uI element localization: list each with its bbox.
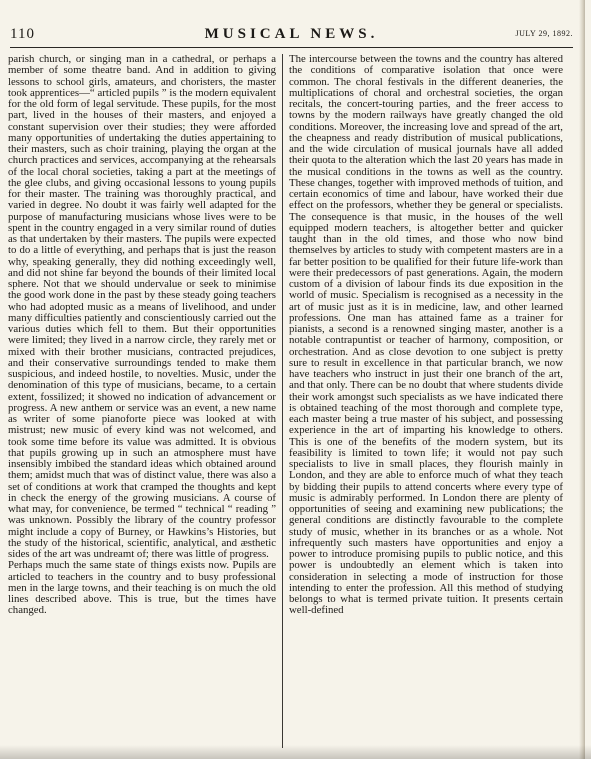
right-paragraph-1: The intercourse between the towns and the country has altered the conditions of comparative isolation that once were common. The choral festivals in the different deaneries, the multiplications of choral and orchestral societies, the organ recitals, the concert-touring parties, and the freer access to towns by the modern railways have greatly changed the old conditions. Moreover, the increasing love and spread of the art, the cheapness and ready distribution of musical publications, and the wide circulation of musical journals have all added their quota to the alteration which the last 20 years has made in the musical conditions in the towns as well as the country. These changes, together with improved methods of tuition, and certain economics of time and labour, have worked their due effect on the professors, whether they be general or specialists. The consequence is that music, in the houses of the well equipped modern teachers, is altogether better and quicker taught than in the old times, and those who now bind themselves by articles to study with competent masters are in a far better position to be qualified for their future life-work than were their predecessors of past generations. Again, the modern custom of a division of labour finds its due exposition in the world of music. Specialism is recognised as a necessity in the art of music just as it is in medicine, law, and other learned professions. One man has attained fame as a trainer for pianists, a second is a renowned singing master, another is a notable contrapuntist or teacher of harmony, composition, or orchestration. And as close devotion to one subject is pretty sure to result in excellence in that particular branch, we now have teachers who instruct in just their one branch of the art, and that only. There can be no doubt that where students divide their work amongst such specialists as we have indicated there is obtained teaching of the most thorough and complete type, each master being a true master of his subject, and possessing experience in the art of imparting his knowledge to others. This is one of the benefits of the modern system, but its feasibility is limited to town life; it would not pay such specialists to live in small places, they flourish mainly in London, and they are able to enforce much of what they teach by bidding their pupils to attend concerts where every type of music is admirably performed. In London there are plenty of opportunities of seeing and examining new publications; the general conditions are distinctly favourable to the complete study of music, whether in its branches or as a whole. Not infrequently such masters have opportunities and enjoy a power to introduce promising pupils to public notice, and this power is undoubtedly an element which is taken into consideration in selecting a mode of instruction for those intending to enter the profession. All this method of studying belongs to what is termed private tuition. It presents certain well-defined — [289, 53, 563, 617]
page-number: 110 — [10, 26, 35, 42]
masthead-title: MUSICAL NEWS. — [204, 26, 379, 42]
page-header — [10, 26, 573, 46]
right-column — [289, 54, 563, 617]
page-bottom-shadow — [0, 745, 591, 759]
page-binding-edge — [579, 0, 585, 759]
left-paragraph-1: parish church, or singing man in a cathedral, or perhaps a member of some theatre band. And in addition to giving lessons to school girls, amateurs, and choristers, the master took apprentices—“ articled pupils ” is the modern equivalent for the old form of legal servitude. These pupils, for the most part, lived in the houses of their masters, and enjoyed a constant supervision over their studies; they were afforded many opportunities of undertaking the duties appertaining to their masters, such as choir training, playing the organ at the church practices and services, accompanying at the rehearsals of the local choral societies, taking a part at the meetings of the glee clubs, and giving occasional lessons to young pupils for their master. The training was thoroughly practical, and varied in degree. No doubt it was fairly well adapted for the purpose of manufacturing musicians whose lives were to be spent in the country engaged in a very similar round of duties as that undertaken by their masters. The pupils were expected to do a little of everything, and perhaps that is just the reason why, speaking generally, they did nothing exceedingly well, and did not shine far beyond the bounds of their limited local sphere. Not that we should undervalue or seek to minimise the good work done in the past by these steady going teachers who had adopted music as a means of livelihood, and under many difficulties patiently and conscientiously carried out the various duties which fell to them. But their opportunities were limited; they lived in a narrow circle, they rarely met or mixed with their brother musicians, contracted prejudices, and their conservative surroundings tended to make them suspicious, and indeed hostile, to novelties. Music, under the denomination of this type of musicians, became, to a certain extent, fossilized; it showed no indication of advancement or progress. A new anthem or service was an event, a new name as writer of some pianoforte piece was looked at with mistrust; new music of every kind was not welcomed, and took some time before its value was admitted. It is obvious that pupils growing up in such an atmosphere must have insensibly imbibed the standard ideas which obtained around them; amidst much that was of distinct value, there was also a set of conditions at work that cramped the thoughts and kept in check the energy of the growing musicians. A course of what may, for convenience, be termed “ technical “ reading ” was unknown. Possibly the library of the country professor might include a copy of Burney, or Hawkins’s Histories, but the study of the historical, scientific, analytical, and æsthetic sides of the art was undreamt of; there was little of progress. — [8, 53, 276, 560]
left-column — [8, 54, 276, 617]
left-paragraph-2: Perhaps much the same state of things exists now. Pupils are articled to teachers in the country and to busy professional men in the large towns, and their teaching is on much the old lines described above. This is true, but the times have changed. — [8, 559, 276, 617]
header-rule — [10, 47, 573, 48]
column-divider — [282, 54, 283, 748]
issue-date: JULY 29, 1892. — [515, 29, 573, 38]
